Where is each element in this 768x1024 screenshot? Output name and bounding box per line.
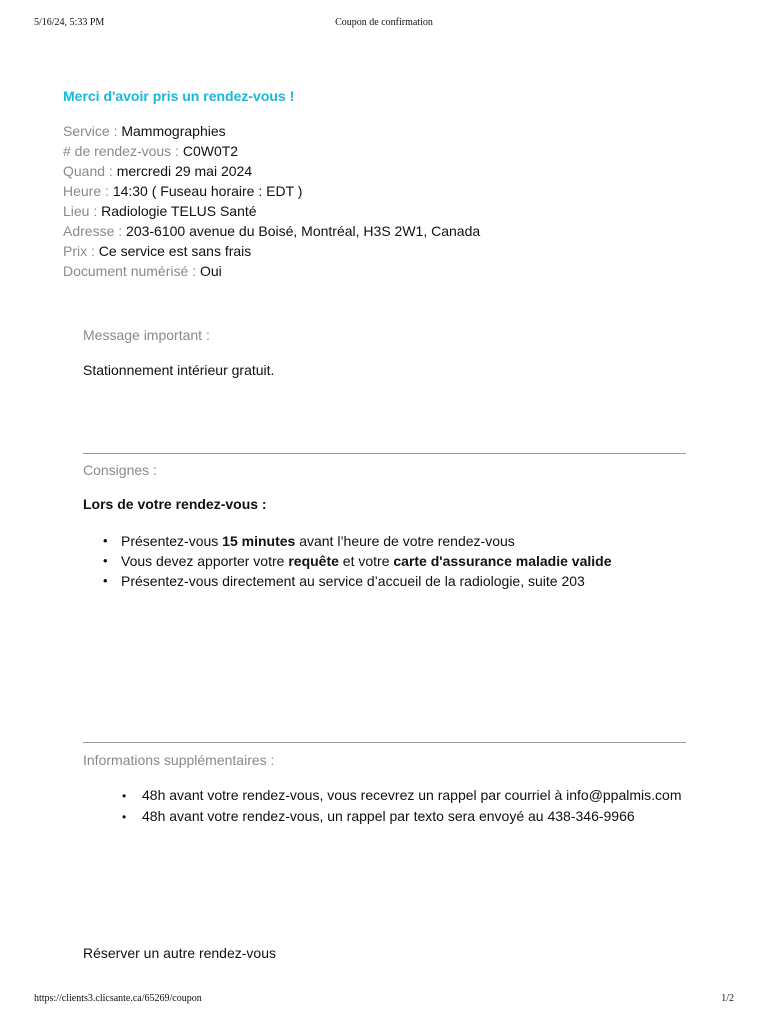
print-header — [34, 17, 734, 31]
detail-price — [63, 241, 480, 261]
detail-label: Service : — [63, 123, 122, 139]
detail-value: Mammographies — [121, 123, 226, 139]
divider — [83, 453, 686, 454]
book-another-appointment-link[interactable]: Réserver un autre rendez-vous — [83, 945, 276, 961]
detail-time — [63, 181, 480, 201]
detail-value: C0W0T2 — [182, 143, 239, 159]
bullet-icon: • — [122, 809, 127, 824]
instructions-subtitle: Lors de votre rendez-vous : — [83, 496, 267, 512]
print-datetime: 5/16/24, 5:33 PM — [34, 17, 105, 28]
list-item: • Vous devez apporter votre requête et votre carte d'assurance maladie valide — [83, 551, 683, 571]
confirmation-title: Merci d'avoir pris un rendez-vous ! — [63, 88, 295, 104]
divider — [83, 742, 686, 743]
important-message-text: Stationnement intérieur gratuit. — [83, 362, 275, 378]
additional-info-title: Informations supplémentaires : — [83, 752, 275, 768]
print-footer — [34, 993, 734, 1007]
list-item: • 48h avant votre rendez-vous, un rappel par texto sera envoyé au 438-346-9966 — [122, 807, 682, 828]
detail-value: mercredi 29 mai 2024 — [116, 163, 253, 179]
detail-date — [63, 161, 480, 181]
detail-value: Ce service est sans frais — [98, 243, 252, 259]
print-page-number: 1/2 — [721, 993, 734, 1004]
detail-value: Radiologie TELUS Santé — [101, 203, 257, 219]
list-item: • Présentez-vous 15 minutes avant l’heure de votre rendez-vous — [83, 531, 683, 551]
important-message-title: Message important : — [83, 327, 210, 343]
instructions-title: Consignes : — [83, 462, 157, 478]
detail-label: Prix : — [63, 243, 99, 259]
detail-value: 203-6100 avenue du Boisé, Montréal, H3S 2W1, Canada — [126, 223, 481, 239]
print-document-title: Coupon de confirmation — [335, 17, 433, 28]
bullet-icon: • — [122, 789, 127, 803]
instructions-list — [83, 531, 683, 591]
detail-value: Oui — [199, 263, 222, 279]
detail-label: Document numérisé : — [63, 263, 200, 279]
additional-info-list — [122, 786, 682, 827]
detail-value: 14:30 ( Fuseau horaire : EDT ) — [112, 183, 303, 199]
appointment-details — [63, 121, 480, 281]
detail-label: Adresse : — [63, 223, 127, 239]
detail-location — [63, 201, 480, 221]
print-url: https://clients3.clicsante.ca/65269/coupon — [34, 993, 202, 1004]
detail-label: Heure : — [63, 183, 113, 199]
detail-address — [63, 221, 480, 241]
list-item: • 48h avant votre rendez-vous, vous recevrez un rappel par courriel à info@ppalmis.com — [122, 786, 682, 807]
detail-label: Quand : — [63, 163, 117, 179]
list-item: • Présentez-vous directement au service d’accueil de la radiologie, suite 203 — [83, 571, 683, 591]
detail-appointment-number — [63, 141, 480, 161]
detail-label: # de rendez-vous : — [63, 143, 183, 159]
detail-service — [63, 121, 480, 141]
detail-label: Lieu : — [63, 203, 102, 219]
detail-scanned-document — [63, 261, 480, 281]
